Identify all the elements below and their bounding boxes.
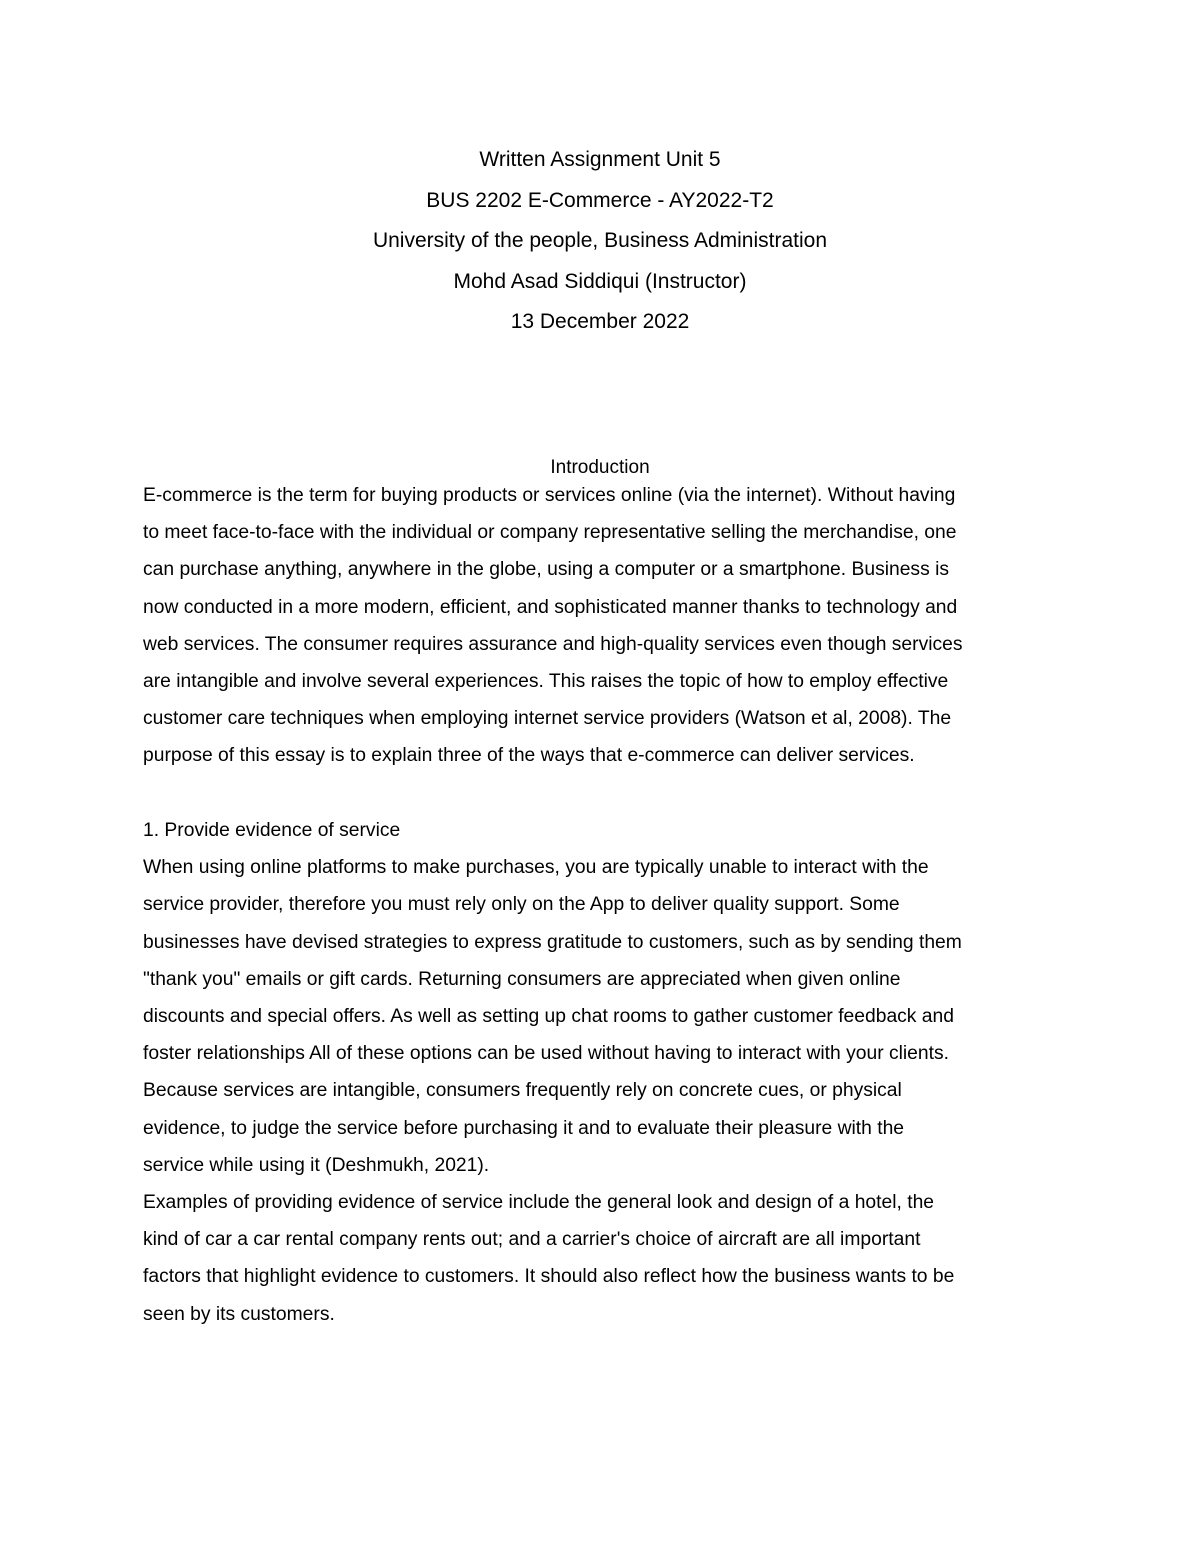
paragraph-line: evidence, to judge the service before purchasing it and to evaluate their pleasure with the	[143, 1117, 905, 1139]
paragraph-line: seen by its customers.	[143, 1303, 335, 1325]
paragraph-line: service while using it (Deshmukh, 2021).	[143, 1154, 490, 1176]
paragraph-line: to meet face-to-face with the individual or company representative selling the merchandise, one	[143, 522, 957, 544]
paragraph-line: E-commerce is the term for buying products or services online (via the internet). Without having	[143, 485, 956, 506]
introduction-heading: Introduction	[550, 457, 650, 478]
paragraph-line: purpose of this essay is to explain three of the ways that e-commerce can deliver services.	[143, 745, 915, 767]
paragraph-line: kind of car a car rental company rents out; and a carrier's choice of aircraft are all important	[143, 1229, 921, 1251]
course-name: BUS 2202 E-Commerce - AY2022-T2	[426, 188, 774, 212]
paragraph-line: factors that highlight evidence to customers. It should also reflect how the business wants to be	[143, 1266, 955, 1288]
introduction-paragraph	[143, 477, 1073, 775]
title-block	[0, 140, 1200, 343]
paragraph-line: web services. The consumer requires assurance and high-quality services even though services	[143, 633, 963, 655]
paragraph-line: Examples of providing evidence of service include the general look and design of a hotel, the	[143, 1192, 935, 1214]
paragraph-line: are intangible and involve several experiences. This raises the topic of how to employ effective	[143, 671, 949, 693]
paragraph-line: service provider, therefore you must rely only on the App to deliver quality support. Some	[143, 894, 900, 916]
assignment-title: Written Assignment Unit 5	[479, 148, 721, 171]
paragraph-line: "thank you" emails or gift cards. Returning consumers are appreciated when given online	[143, 968, 901, 990]
university-name: University of the people, Business Administration	[372, 229, 828, 252]
paragraph-line: foster relationships All of these options can be used without having to interact with your clients.	[143, 1043, 949, 1065]
paragraph-line: When using online platforms to make purchases, you are typically unable to interact with the	[143, 857, 929, 879]
document-date: 13 December 2022	[510, 310, 690, 333]
paragraph-line: now conducted in a more modern, efficient, and sophisticated manner thanks to technology and	[143, 596, 958, 618]
paragraph-line: customer care techniques when employing internet service providers (Watson et al, 2008). The	[143, 708, 952, 730]
paragraph-line: Because services are intangible, consumers frequently rely on concrete cues, or physical	[143, 1080, 902, 1102]
section-1-heading: 1. Provide evidence of service	[143, 820, 401, 841]
section-1	[143, 812, 1073, 1333]
instructor-name: Mohd Asad Siddiqui (Instructor)	[453, 269, 747, 293]
paragraph-line: discounts and special offers. As well as setting up chat rooms to gather customer feedback and	[143, 1006, 954, 1028]
paragraph-line: can purchase anything, anywhere in the globe, using a computer or a smartphone. Business is	[143, 559, 949, 581]
paragraph-line: businesses have devised strategies to express gratitude to customers, such as by sending them	[143, 931, 962, 953]
